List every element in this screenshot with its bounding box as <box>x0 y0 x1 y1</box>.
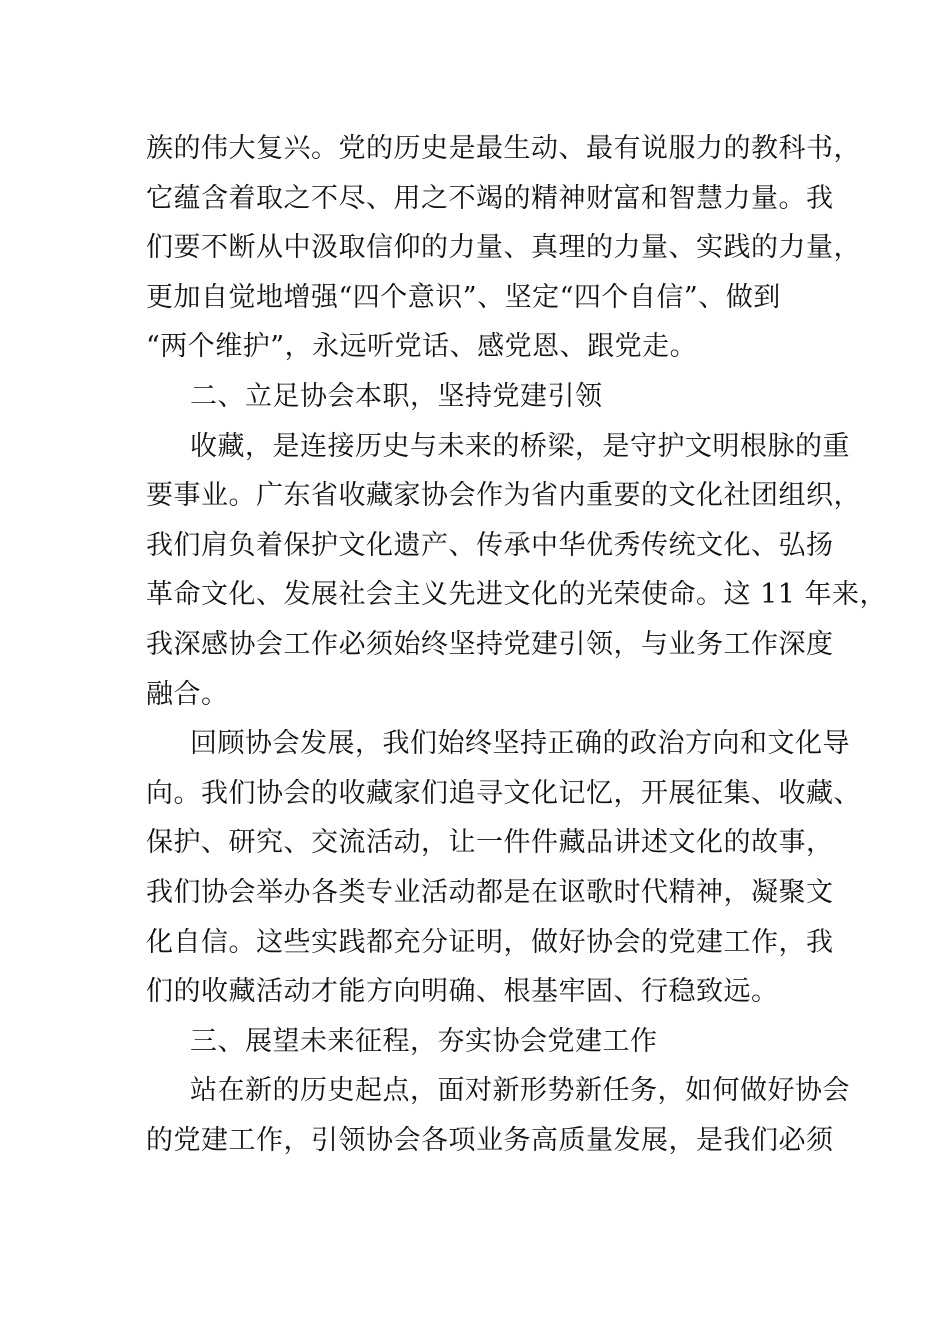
text-line: 们要不断从中汲取信仰的力量、真理的力量、实践的力量， <box>146 232 861 264</box>
text-line: 族的伟大复兴。党的历史是最生动、最有说服力的教科书， <box>146 133 861 164</box>
text-line: “两个维护”，永远听党话、感党恩、跟党走。 <box>146 331 698 363</box>
text-line: 更加自觉地增强“四个意识”、坚定“四个自信”、做到 <box>146 281 781 313</box>
text-line: 向。我们协会的收藏家们追寻文化记忆，开展征集、收藏、 <box>146 777 861 809</box>
text-line: 站在新的历史起点，面对新形势新任务，如何做好协会 <box>190 1075 850 1107</box>
text-line: 我深感协会工作必须始终坚持党建引领，与业务工作深度 <box>146 628 834 660</box>
text-line: 保护、研究、交流活动，让一件件藏品讲述文化的故事， <box>146 827 834 859</box>
text-line: 化自信。这些实践都充分证明，做好协会的党建工作，我 <box>146 926 834 958</box>
body-text <box>146 124 888 1165</box>
section-heading: 二、立足协会本职，坚持党建引领 <box>190 380 603 412</box>
text-line: 融合。 <box>146 678 229 710</box>
text-line: 收藏，是连接历史与未来的桥梁，是守护文明根脉的重 <box>190 430 850 462</box>
section-heading: 三、展望未来征程，夯实协会党建工作 <box>190 1025 658 1057</box>
text-line: 的党建工作，引领协会各项业务高质量发展，是我们必须 <box>146 1124 834 1156</box>
text-line: 革命文化、发展社会主义先进文化的光荣使命。这 11 年来， <box>146 579 888 611</box>
text-line: 要事业。广东省收藏家协会作为省内重要的文化社团组织， <box>146 480 861 512</box>
text-line: 我们协会举办各类专业活动都是在讴歌时代精神，凝聚文 <box>146 876 834 908</box>
text-line: 我们肩负着保护文化遗产、传承中华优秀传统文化、弘扬 <box>146 529 834 561</box>
text-line: 们的收藏活动才能方向明确、根基牢固、行稳致远。 <box>146 976 779 1008</box>
text-line: 回顾协会发展，我们始终坚持正确的政治方向和文化导 <box>190 728 850 760</box>
text-line: 它蕴含着取之不尽、用之不竭的精神财富和智慧力量。我 <box>146 182 834 214</box>
